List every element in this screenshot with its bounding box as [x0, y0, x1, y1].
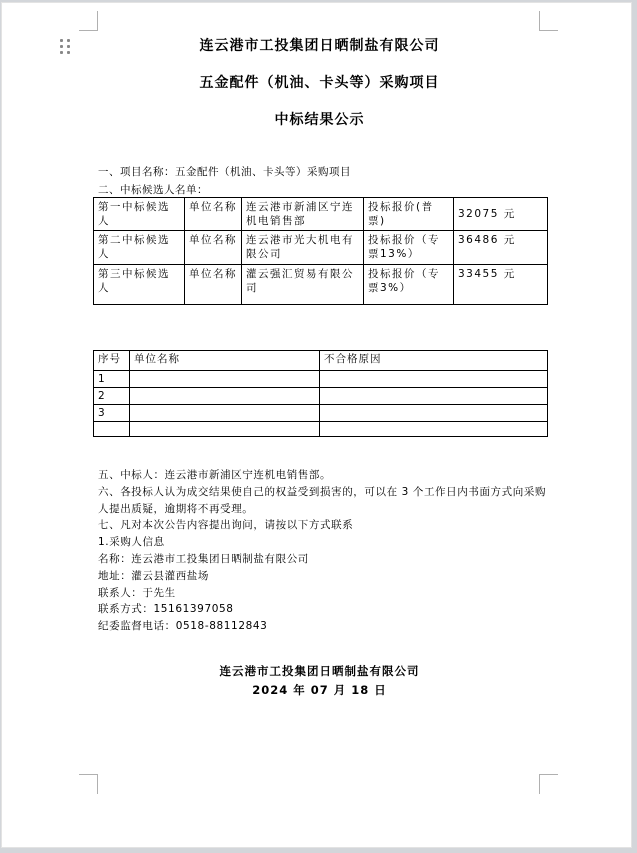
- cell-index: 2: [94, 388, 130, 405]
- body-line-phone: 联系方式：15161397058: [98, 603, 234, 616]
- table-row: [94, 405, 548, 422]
- cell-company: [130, 371, 320, 388]
- title-company: 连云港市工投集团日晒制盐有限公司: [199, 38, 440, 54]
- cell-price: 32075 元: [454, 198, 548, 231]
- invalid-bids-table: [93, 350, 548, 437]
- cell-reason: [320, 371, 548, 388]
- signature-date: 2024 年 07 月 18 日: [252, 682, 387, 697]
- cell-price: 33455 元: [454, 265, 548, 305]
- cell-reason: [320, 422, 548, 437]
- table-row: [94, 371, 548, 388]
- header-company: 单位名称: [130, 351, 320, 371]
- title-announcement: 中标结果公示: [274, 112, 365, 128]
- margin-corner-mark-bottom-right: [539, 774, 558, 794]
- signature-company: 连云港市工投集团日晒制盐有限公司: [219, 664, 420, 678]
- cell-company: [130, 422, 320, 437]
- cell-company: 灌云强汇贸易有限公司: [242, 265, 364, 305]
- header-index: 序号: [94, 351, 130, 371]
- candidates-table: [93, 197, 548, 305]
- section-2-candidates-heading: 二、中标候选人名单：: [98, 184, 208, 196]
- cell-index: 1: [94, 371, 130, 388]
- body-line-objection-2: 人提出质疑，逾期将不再受理。: [98, 502, 254, 515]
- cell-company: [130, 405, 320, 422]
- body-line-address: 地址：灌云县灌西盐场: [98, 569, 209, 582]
- cell-company: 连云港市光大机电有限公司: [242, 231, 364, 265]
- cell-rank: 第二中标候选人: [94, 231, 185, 265]
- section-1-project-name: 一、项目名称：五金配件（机油、卡头等）采购项目: [98, 166, 351, 178]
- table-row: [94, 422, 548, 437]
- margin-corner-mark-bottom-left: [79, 774, 98, 794]
- cell-reason: [320, 405, 548, 422]
- cell-rank: 第三中标候选人: [94, 265, 185, 305]
- table-row: [94, 231, 548, 265]
- table-row: [94, 265, 548, 305]
- body-line-contact-person: 联系人：于先生: [98, 586, 176, 599]
- cell-price-label: 投标报价（专票13%）: [364, 231, 454, 265]
- body-text-block: [98, 467, 550, 635]
- body-line-winner: 五、中标人：连云港市新浦区宁连机电销售部。: [98, 469, 332, 481]
- body-line-purchaser-info: 1.采购人信息: [98, 536, 165, 549]
- cell-company: 连云港市新浦区宁连机电销售部: [242, 198, 364, 231]
- cell-rank: 第一中标候选人: [94, 198, 185, 231]
- cell-reason: [320, 388, 548, 405]
- document-page: [1, 2, 632, 848]
- cell-label: 单位名称: [185, 265, 242, 305]
- cell-index: [94, 422, 130, 437]
- body-line-objection-1: 六、各投标人认为成交结果使自己的权益受到损害的，可以在 3 个工作日内书面方式向采购: [98, 485, 547, 498]
- table-row: [94, 388, 548, 405]
- table-header-row: [94, 351, 548, 371]
- cell-price: 36486 元: [454, 231, 548, 265]
- signature-block: [93, 662, 546, 699]
- cell-price-label: 投标报价(普票): [364, 198, 454, 231]
- table-row: [94, 198, 548, 231]
- cell-label: 单位名称: [185, 198, 242, 231]
- header-reason: 不合格原因: [320, 351, 548, 371]
- body-line-name: 名称：连云港市工投集团日晒制盐有限公司: [98, 552, 309, 565]
- cell-index: 3: [94, 405, 130, 422]
- cell-price-label: 投标报价（专票3%）: [364, 265, 454, 305]
- drag-handle-icon[interactable]: [60, 39, 71, 55]
- cell-label: 单位名称: [185, 231, 242, 265]
- body-line-supervision-phone: 纪委监督电话：0518-88112843: [98, 620, 268, 633]
- document-title-block: [93, 28, 546, 139]
- title-project: 五金配件（机油、卡头等）采购项目: [199, 75, 440, 91]
- body-line-contact-intro: 七、凡对本次公告内容提出询问，请按以下方式联系: [98, 519, 354, 532]
- cell-company: [130, 388, 320, 405]
